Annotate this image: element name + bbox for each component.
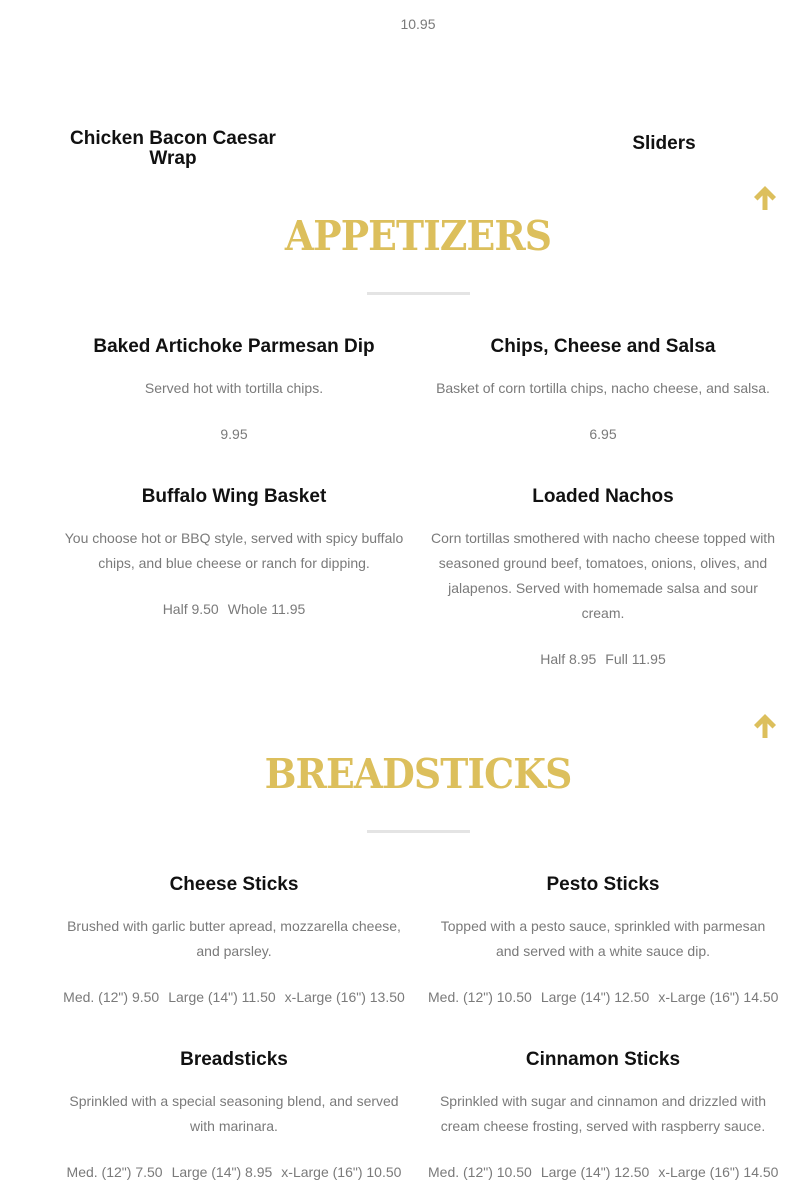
section-divider (367, 292, 470, 295)
item-price: Med. (12") 10.50 Large (14") 12.50 x-Large (16") 14.50 (428, 989, 779, 1005)
item-description: Sprinkled with sugar and cinnamon and drizzled with cream cheese frosting, served with raspberry sauce. (439, 1093, 767, 1134)
item-price: Med. (12") 10.50 Large (14") 12.50 x-Large (16") 14.50 (428, 1164, 779, 1180)
item-description: Served hot with tortilla chips. (144, 380, 324, 396)
arrow-up-icon[interactable] (752, 184, 778, 212)
item-name: Baked Artichoke Parmesan Dip (93, 336, 375, 357)
item-description: Basket of corn tortilla chips, nacho cheese, and salsa. (436, 380, 770, 396)
item-price: Half 8.95 Full 11.95 (540, 651, 666, 667)
item-name: Buffalo Wing Basket (141, 486, 327, 507)
item-description: Brushed with garlic butter apread, mozzarella cheese, and parsley. (67, 918, 401, 959)
item-description: You choose hot or BBQ style, served with spicy buffalo chips, and blue cheese or ranch for dipping. (64, 530, 404, 571)
section-title-breadsticks: BREADSTICKS (264, 750, 572, 798)
item-name: Breadsticks (180, 1049, 288, 1070)
item-name: Chips, Cheese and Salsa (490, 336, 716, 357)
item-description: Corn tortillas smothered with nacho cheese topped with seasoned ground beef, tomatoes, onions, olives, and jalapenos. Served with homemade salsa and sour cream. (431, 530, 775, 621)
item-price: 10.95 (400, 16, 436, 32)
item-name-chicken-bacon-caesar-wrap: Chicken Bacon Caesar Wrap (70, 128, 276, 169)
item-price: Half 9.50 Whole 11.95 (162, 601, 306, 617)
item-description: Sprinkled with a special seasoning blend, and served with marinara. (69, 1093, 399, 1134)
item-price: 6.95 (589, 426, 617, 442)
item-description: Topped with a pesto sauce, sprinkled with parmesan and served with a white sauce dip. (440, 918, 766, 959)
item-name: Cinnamon Sticks (525, 1049, 681, 1070)
item-name: Loaded Nachos (532, 486, 674, 507)
item-price: Med. (12") 7.50 Large (14") 8.95 x-Large (16") 10.50 (66, 1164, 402, 1180)
item-price: Med. (12") 9.50 Large (14") 11.50 x-Large (16") 13.50 (63, 989, 405, 1005)
item-name: Cheese Sticks (169, 874, 299, 895)
item-name-sliders: Sliders (632, 133, 696, 154)
item-price: 9.95 (220, 426, 248, 442)
item-name: Pesto Sticks (546, 874, 660, 895)
section-divider (367, 830, 470, 833)
section-title-appetizers: APPETIZERS (284, 212, 552, 260)
arrow-up-icon[interactable] (752, 712, 778, 740)
